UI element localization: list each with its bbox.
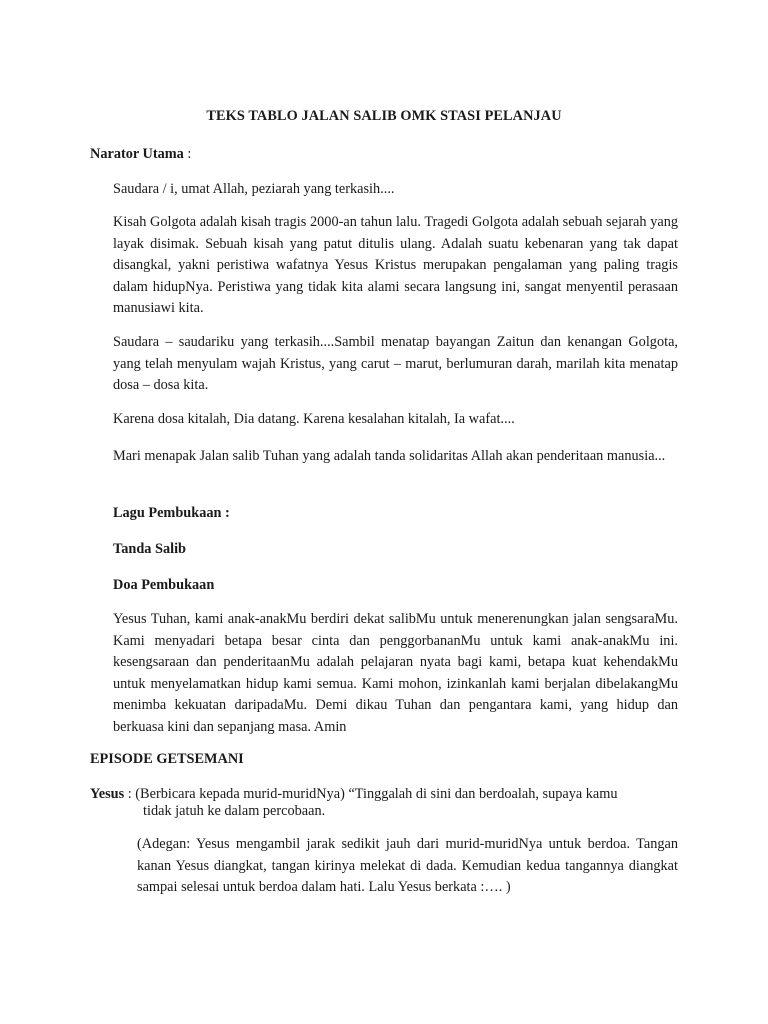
paragraph-golgota: Kisah Golgota adalah kisah tragis 2000-an tahun lalu. Tragedi Golgota adalah sebuah sejarah yang layak disimak. Sebuah kisah yang patut ditulis ulang. Adalah suatu kebenaran yang tak dapat disangkal, yakni peristiwa wafatnya Yesus Kristus merupakan pengalaman yang paling tragis dalam hidupNya. Peristiwa yang tidak kita alami secara langsung ini, sangat menyentil perasaan manusiawi kita. (113, 214, 678, 317)
paragraph-greeting: Saudara / i, umat Allah, peziarah yang terkasih.... (113, 181, 395, 197)
document-title: TEKS TABLO JALAN SALIB OMK STASI PELANJAU (206, 108, 562, 124)
dialogue-line-1: (Berbicara kepada murid-muridNya) “Tinggalah di sini dan berdoalah, supaya kamu (135, 786, 618, 802)
section-lagu-pembukaan: Lagu Pembukaan : (113, 505, 230, 521)
narrator-separator: : (183, 146, 192, 162)
speaker-separator: : (124, 786, 136, 802)
paragraph-prayer: Yesus Tuhan, kami anak-anakMu berdiri dekat salibMu untuk menerenungkan jalan sengsaraMu. Kami menyadari betapa besar cinta dan penggorbananMu untuk kami anak-anakMu ini. kesengsaraan dan penderitaanMu adalah pelajaran nyata bagi kami, betapa kuat kehendakMu untuk menyelamatkan hidup kami semua. Kami mohon, izinkanlah kami berjalan dibelakangMu menimba kekuatan daripadaMu. Demi dikau Tuhan dan pengantara kami, yang hidup dan berkuasa kini dan sepanjang masa. Amin (113, 611, 678, 735)
section-doa-pembukaan: Doa Pembukaan (113, 577, 215, 593)
paragraph-dosa: Karena dosa kitalah, Dia datang. Karena kesalahan kitalah, Ia wafat.... (113, 411, 515, 427)
speaker-name: Yesus (90, 786, 125, 802)
paragraph-saudara: Saudara – saudariku yang terkasih....Sambil menatap bayangan Zaitun dan kenangan Golgota, yang telah menyulam wajah Kristus, yang carut – marut, berlumuran darah, marilah kita menatap dosa – dosa kita. (113, 334, 678, 394)
narrator-label: Narator Utama (90, 146, 184, 162)
narrator-heading (90, 146, 191, 163)
episode-title: EPISODE GETSEMANI (90, 751, 244, 767)
stage-direction: (Adegan: Yesus mengambil jarak sedikit jauh dari murid-muridNya untuk berdoa. Tangan kanan Yesus diangkat, tangan kirinya melekat di dada. Kemudian kedua tangannya diangkat sampai selesai untuk berdoa dalam hati. Lalu Yesus berkata :…. ) (137, 836, 678, 896)
section-tanda-salib: Tanda Salib (113, 541, 186, 557)
dialogue-yesus (90, 786, 690, 820)
dialogue-line-2: tidak jatuh ke dalam percobaan. (143, 803, 326, 819)
paragraph-jalan-salib: Mari menapak Jalan salib Tuhan yang adalah tanda solidaritas Allah akan penderitaan manusia... (113, 448, 666, 464)
